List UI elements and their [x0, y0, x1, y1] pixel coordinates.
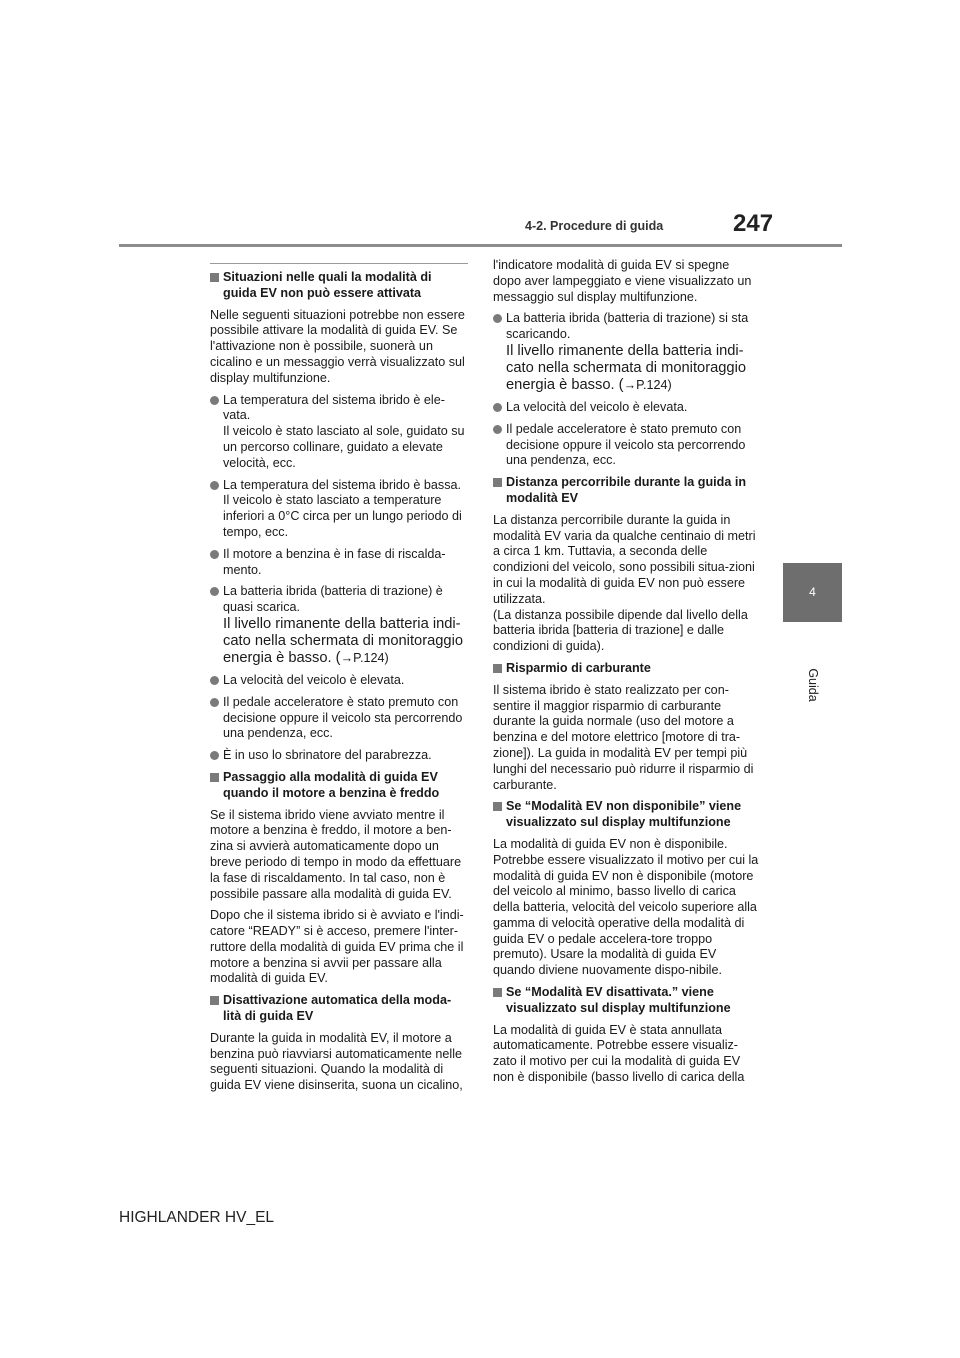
- bullet-text: [506, 343, 759, 394]
- list-item: [210, 584, 468, 667]
- paragraph: [493, 513, 759, 655]
- page-reference-link[interactable]: →P.124): [340, 650, 389, 665]
- header-rule: [119, 244, 842, 247]
- bullet-text: La temperatura del sistema ibrido è ele-vata.: [223, 392, 445, 423]
- paragraph: Dopo che il sistema ibrido si è avviato e l'indi-catore “READY” si è acceso, premere l'inter-ruttore della modalità di guida EV prima che il motore a benzina si avvii per passare alla modalità di guida EV.: [210, 908, 464, 986]
- right-column: [493, 258, 759, 1092]
- paragraph: l'indicatore modalità di guida EV si spegne dopo aver lampeggiato e viene visualizzato un messaggio sul display multifunzione.: [493, 258, 752, 304]
- chapter-tab[interactable]: 4: [783, 563, 842, 622]
- section-title: 4-2. Procedure di guida: [525, 219, 664, 233]
- bullet-text: Il veicolo è stato lasciato al sole, guidato su un percorso collinare, guidato a elevate velocità, ecc.: [223, 424, 465, 470]
- paragraph: La modalità di guida EV è stata annullata automaticamente. Potrebbe essere visualiz-zato il motivo per cui la modalità di guida EV non è disponibile (basso livello di carica della: [493, 1022, 745, 1085]
- list-item: La velocità del veicolo è elevata.: [493, 400, 759, 416]
- list-item: La velocità del veicolo è elevata.: [210, 673, 468, 689]
- list-item: Il motore a benzina è in fase di riscalda-mento.: [210, 547, 468, 579]
- heading-fuel-saving: Risparmio di carburante: [493, 661, 759, 677]
- heading-ev-unavailable: Se “Modalità EV non disponibile” viene visualizzato sul display multifunzione: [493, 799, 759, 831]
- bullet-text-large: Il livello rimanente della batteria indi-cato nella schermata di monitoraggio energia è basso. (: [506, 342, 747, 393]
- paragraph-text: (La distanza possibile dipende dal livello della batteria ibrida [batteria di trazione] e dalle condizioni di guida).: [493, 607, 748, 654]
- page-number: 247: [733, 210, 774, 237]
- heading-ev-not-activatable: Situazioni nelle quali la modalità di guida EV non può essere attivata: [210, 270, 468, 302]
- heading-ev-range: Distanza percorribile durante la guida in modalità EV: [493, 475, 759, 507]
- paragraph: Durante la guida in modalità EV, il motore a benzina può riavviarsi automaticamente nelle seguenti situazioni. Quando la modalità di guida EV viene disinserita, suona un cicalino,: [210, 1030, 463, 1093]
- heading-auto-deactivation: Disattivazione automatica della moda-lità di guida EV: [210, 993, 468, 1025]
- page-reference-link[interactable]: →P.124): [623, 377, 672, 392]
- list-item: [210, 393, 468, 472]
- bullet-text: La batteria ibrida (batteria di trazione) è quasi scarica.: [223, 584, 443, 615]
- heading-ev-deactivated: Se “Modalità EV disattivata.” viene visualizzato sul display multifunzione: [493, 985, 759, 1017]
- paragraph: Il sistema ibrido è stato realizzato per con-sentire il maggior risparmio di carburante durante la guida normale (uso del motore a benzina e del motore elettrico [motore di tra-zione]). La guida in modalità EV per tempi più lunghi del necessario può ridurre il risparmio di carburante.: [493, 682, 754, 792]
- left-column: [210, 258, 468, 1100]
- footer-model: HIGHLANDER HV_EL: [119, 1209, 275, 1226]
- bullet-text-large: Il livello rimanente della batteria indi-cato nella schermata di monitoraggio energia è basso. (: [223, 615, 464, 666]
- paragraph-text: La distanza percorribile durante la guida in modalità EV varia da qualche centinaio di metri a circa 1 km. Tuttavia, a seconda delle condizioni del veicolo, sono possibili situa-zioni in cui la modalità di guida EV non può essere utilizzata.: [493, 512, 756, 606]
- column-rule: [210, 263, 468, 264]
- list-item: La temperatura del sistema ibrido è bassa. Il veicolo è stato lasciato a temperature inferiori a 0°C circa per un lungo periodo di tempo, ecc.: [210, 478, 468, 541]
- bullet-text: [223, 616, 468, 667]
- paragraph: Se il sistema ibrido viene avviato mentre il motore a benzina è freddo, il motore a ben-zina si avvierà automaticamente dopo un breve periodo di tempo in modo da effettuare la fase di riscaldamento. In tal caso, non è possibile passare alla modalità di guida EV.: [210, 807, 462, 901]
- bullet-text: La batteria ibrida (batteria di trazione) si sta scaricando.: [506, 311, 749, 342]
- paragraph: La modalità di guida EV non è disponibile. Potrebbe essere visualizzato il motivo per cui la modalità di guida EV non è disponibile (motore del veicolo al minimo, basso livello di carica della batteria, velocità del veicolo superiore alla gamma di velocità operative della modalità di guida EV o pedale accelera-tore troppo premuto). Usare la modalità di guida EV quando diviene nuovamente dispo-nibile.: [493, 836, 759, 978]
- list-item: Il pedale acceleratore è stato premuto con decisione oppure il veicolo sta percorrendo una pendenza, ecc.: [493, 422, 759, 469]
- list-item: [493, 311, 759, 394]
- chapter-tab-label: Guida: [806, 668, 820, 702]
- heading-cold-engine: Passaggio alla modalità di guida EV quando il motore a benzina è freddo: [210, 770, 468, 802]
- paragraph: Nelle seguenti situazioni potrebbe non essere possibile attivare la modalità di guida EV. Se l'attivazione non è possibile, suonerà un cicalino e un messaggio verrà visualizzato sul display multifunzione.: [210, 307, 465, 385]
- list-item: Il pedale acceleratore è stato premuto con decisione oppure il veicolo sta percorrendo una pendenza, ecc.: [210, 695, 468, 742]
- list-item: È in uso lo sbrinatore del parabrezza.: [210, 748, 468, 764]
